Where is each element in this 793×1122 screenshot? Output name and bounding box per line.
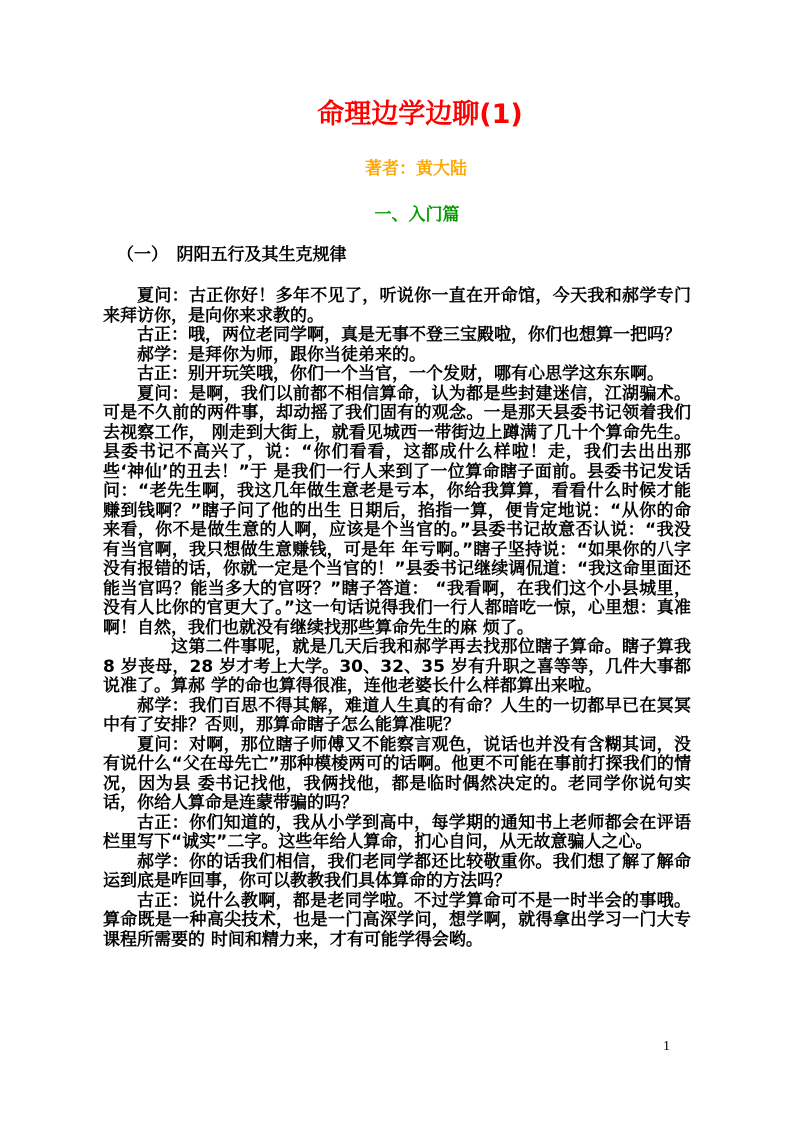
section-heading: 一、入门篇 [374,205,460,225]
author-line: 著者：黄大陆 [365,159,467,179]
paragraph: 郝学：你的话我们相信，我们老同学都还比较敬重你。我们想了解了解命运到底是咋回事，你可以教教我们具体算命的方法吗？ [103,851,691,891]
paragraph: 夏问：是啊，我们以前都不相信算命，认为都是些封建迷信，江湖骗术。可是不久前的两件事，却动摇了我们固有的观念。一是那天县委书记领着我们去视察工作， 刚走到大街上，就看见城西一带街边上蹲满了几十个算命先生。县委书记不高兴了，说：“你们看看，这都成什么样啦！走，我们去出出那些‘神仙’的丑去！”于 是我们一行人来到了一位算命瞎子面前。县委书记发话问：“老先生啊，我这几年做生意老是亏本，你给我算算，看看什么时候才能赚到钱啊？”瞎子问了他的出生 日期后，掐指一算，便肯定地说：“从你的命来看，你不是做生意的人啊，应该是个当官的。”县委书记故意否认说：“我没有当官啊，我只想做生意赚钱，可是年 年亏啊。”瞎子坚持说：“如果你的八字没有报错的话，你就一定是个当官的！”县委书记继续调侃道：“我这命里面还能当官吗？能当多大的官呀？”瞎子答道： “我看啊，在我们这个小县城里，没有人比你的官更大了。”这一句话说得我们一行人都暗吃一惊，心里想：真准啊！自然，我们也就没有继续找那些算命先生的麻 烦了。 [103,383,691,638]
paragraph: 这第二件事呢，就是几天后我和郝学再去找那位瞎子算命。瞎子算我 8 岁丧母，28 岁才考上大学。30、32、35 岁有升职之喜等等，几件大事都说准了。算郝 学的命也算得很准，连他老婆长什么样都算出来啦。 [103,637,691,696]
paragraph: 郝学：是拜你为师，跟你当徒弟来的。 [137,344,426,365]
paragraph: 古正：哦，两位老同学啊，真是无事不登三宝殿啦，你们也想算一把吗？ [137,325,681,345]
document-body [103,287,691,950]
paragraph: 夏问：古正你好！多年不见了，听说你一直在开命馆，今天我和郝学专门来拜访你，是向你来求教的。 [103,286,691,326]
paragraph: 古正：你们知道的，我从小学到高中，每学期的通知书上老师都会在评语栏里写下“诚实”二字。这些年给人算命，扪心自问，从无故意骗人之心。 [103,812,691,852]
paragraph: 古正：别开玩笑哦，你们一个当官，一个发财，哪有心思学这东东啊。 [137,364,664,384]
paragraph: 郝学：我们百思不得其解，难道人生真的有命？人生的一切都早已在冥冥中有了安排？否则，那算命瞎子怎么能算准呢？ [103,695,691,735]
page-number: 1 [663,1039,670,1054]
subsection-heading: （一） 阴阳五行及其生克规律 [117,245,347,265]
paragraph: 古正：说什么教啊，都是老同学啦。不过学算命可不是一时半会的事哦。算命既是一种高尖技术，也是一门高深学问，想学啊，就得拿出学习一门大专课程所需要的 时间和精力来，才有可能学得会哟。 [103,890,691,950]
paragraph: 夏问：对啊，那位瞎子师傅又不能察言观色，说话也并没有含糊其词，没有说什么“父在母先亡”那种模棱两可的话啊。他更不可能在事前打探我们的情况，因为县 委书记找他，我俩找他，都是临时偶然决定的。老同学你说句实话，你给人算命是连蒙带骗的吗？ [103,734,691,813]
document-title: 命理边学边聊(1) [317,99,523,130]
